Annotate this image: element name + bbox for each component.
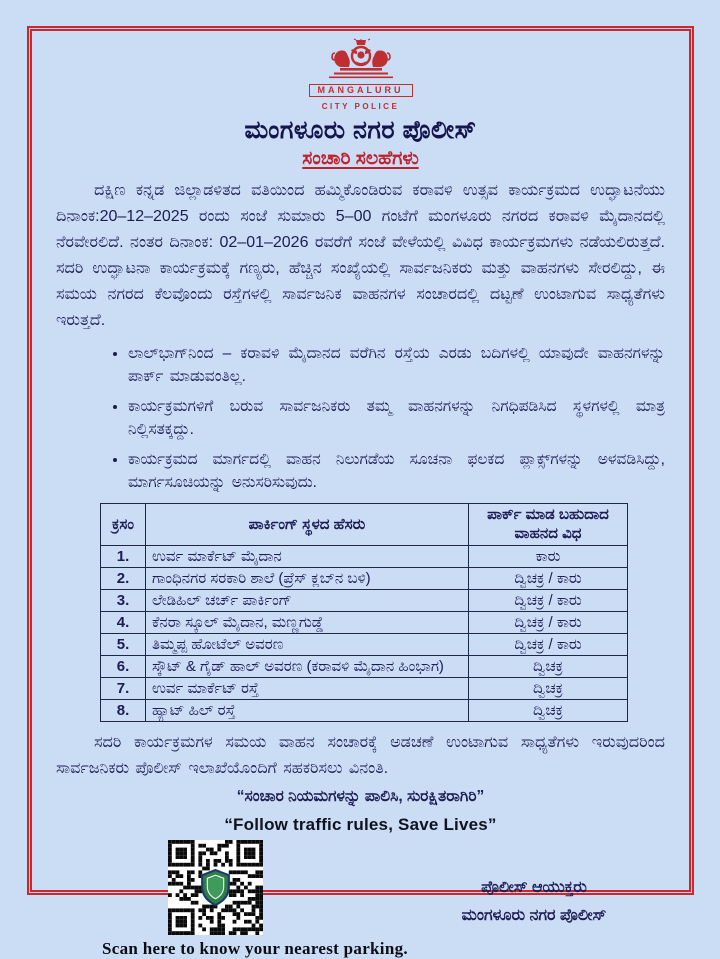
table-row	[101, 699, 628, 721]
table-cell-sl: 1.	[101, 545, 146, 567]
table-row	[101, 677, 628, 699]
table-cell-sl: 2.	[101, 567, 146, 589]
table-row	[101, 589, 628, 611]
table-cell-place: ಕೆನರಾ ಸ್ಕೂಲ್ ಮೈದಾನ, ಮಣ್ಣಗುಡ್ಡೆ	[146, 611, 469, 633]
table-cell-place: ತಿಮ್ಮಪ್ಪ ಹೋಟೆಲ್ ಅವರಣ	[146, 633, 469, 655]
closing-paragraph: ಸದರಿ ಕಾರ್ಯಕ್ರಮಗಳ ಸಮಯ ವಾಹನ ಸಂಚಾರಕ್ಕೆ ಅಡಚಣೆ ಉಂಟಾಗುವ ಸಾಧ್ಯತೆಗಳು ಇರುವುದರಿಂದ ಸಾರ್ವಜನಿಕರು ಪೊಲೀಸ್ ಇಲಾಖೆಯೊಂದಿಗೆ ಸಹಕರಿಸಲು ವಿನಂತಿ.	[56, 733, 665, 777]
table-cell-vehicle: ದ್ವಿಚಕ್ರ	[469, 699, 628, 721]
table-row	[101, 611, 628, 633]
org-name: MANGALURU	[309, 84, 413, 97]
signature-office: ಮಂಗಳೂರು ನಗರ ಪೊಲೀಸ್	[461, 907, 607, 925]
table-cell-sl: 3.	[101, 589, 146, 611]
table-cell-place: ಲೇಡಿಹಿಲ್ ಚರ್ಚ್ ಪಾರ್ಕಿಂಗ್	[146, 589, 469, 611]
table-cell-sl: 4.	[101, 611, 146, 633]
table-row	[101, 633, 628, 655]
advisory-bullet: • ಕಾರ್ಯಕ್ರಮದ ಮಾರ್ಗದಲ್ಲಿ ವಾಹನ ನಿಲುಗಡೆಯ ಸೂಚನಾ ಫಲಕದ ಪ್ಲಾಕ್ಸ್‌ಗಳನ್ನು ಅಳವಡಿಸಿದ್ದು, ಮಾರ್ಗಸೂಚಿಯನ್ನು ಅನುಸರಿಸುವುದು.	[128, 448, 665, 494]
parking-qr-code	[168, 840, 263, 935]
table-cell-sl: 8.	[101, 699, 146, 721]
table-cell-vehicle: ದ್ವಿಚಕ್ರ	[469, 655, 628, 677]
table-cell-place: ಉರ್ವ ಮಾರ್ಕೆಟ್ ಮೈದಾನ	[146, 545, 469, 567]
org-subname: CITY POLICE	[321, 102, 400, 111]
table-cell-sl: 6.	[101, 655, 146, 677]
table-cell-place: ಗಾಂಧಿನಗರ ಸರಕಾರಿ ಶಾಲೆ (ಪ್ರೆಸ್ ಕ್ಲಬ್‌ನ ಬಳಿ)	[146, 567, 469, 589]
table-header-row	[101, 503, 628, 545]
karnataka-state-emblem-icon	[309, 39, 413, 81]
police-shield-icon	[200, 869, 231, 906]
intro-paragraph: ದಕ್ಷಿಣ ಕನ್ನಡ ಜಿಲ್ಲಾಡಳಿತದ ವತಿಯಿಂದ ಹಮ್ಮಿಕೊಂಡಿರುವ ಕರಾವಳಿ ಉತ್ಸವ ಕಾರ್ಯಕ್ರಮದ ಉದ್ಘಾಟನೆಯು ದಿನಾಂಕ:20–12–2025 ರಂದು ಸಂಜೆ ಸುಮಾರು 5–00 ಗಂಟೆಗೆ ಮಂಗಳೂರು ನಗರದ ಕರಾವಳಿ ಮೈದಾನದಲ್ಲಿ ನೆರವೇರಲಿದೆ. ನಂತರ ದಿನಾಂಕ: 02–01–2026 ರವರೆಗೆ ಸಂಜೆ ವೇಳೆಯಲ್ಲಿ ವಿವಿಧ ಕಾರ್ಯಕ್ರಮಗಳು ನಡೆಯಲಿರುತ್ತದೆ. ಸದರಿ ಉದ್ಘಾಟನಾ ಕಾರ್ಯಕ್ರಮಕ್ಕೆ ಗಣ್ಯರು, ಹೆಚ್ಚಿನ ಸಂಖ್ಯೆಯಲ್ಲಿ ಸಾರ್ವಜನಿಕರು ಮತ್ತು ವಾಹನಗಳು ಸೇರಲಿದ್ದು, ಈ ಸಮಯ ನಗರದ ಕೆಲವೊಂದು ರಸ್ತೆಗಳಲ್ಲಿ ಸಾರ್ವಜನಿಕ ವಾಹನಗಳ ಸಂಚಾರದಲ್ಲಿ ದಟ್ಟಣೆ ಉಂಟಾಗುವ ಸಾಧ್ಯತೆಗಳು ಇರುತ್ತದೆ.	[56, 181, 665, 329]
table-row	[101, 545, 628, 567]
parking-table	[100, 503, 628, 722]
advisory-bullet-list	[56, 342, 665, 494]
page-subtitle: ಸಂಚಾರಿ ಸಲಹೆಗಳು	[302, 147, 419, 169]
table-cell-sl: 5.	[101, 633, 146, 655]
signature-designation: ಪೊಲೀಸ್ ಆಯುಕ್ತರು	[481, 879, 587, 897]
table-cell-sl: 7.	[101, 677, 146, 699]
police-emblem	[56, 39, 665, 113]
page-title: ಮಂಗಳೂರು ನಗರ ಪೊಲೀಸ್	[244, 116, 477, 144]
col-header-place: ಪಾರ್ಕಿಂಗ್ ಸ್ಥಳದ ಹೆಸರು	[146, 503, 469, 545]
document-red-frame	[27, 26, 694, 959]
col-header-vehicle: ಪಾರ್ಕ್ ಮಾಡ ಬಹುದಾದ ವಾಹನದ ವಿಧ	[469, 503, 628, 545]
advisory-bullet: • ಲಾಲ್‌ಭಾಗ್‌ನಿಂದ – ಕರಾವಳಿ ಮೈದಾನದ ವರೆಗಿನ ರಸ್ತೆಯ ಎರಡು ಬದಿಗಳಲ್ಲಿ ಯಾವುದೇ ವಾಹನಗಳನ್ನು ಪಾರ್ಕ್ ಮಾಡುವಂತಿಲ್ಲ.	[128, 342, 665, 388]
table-cell-vehicle: ದ್ವಿಚಕ್ರ / ಕಾರು	[469, 589, 628, 611]
kannada-slogan: “ಸಂಚಾರ ನಿಯಮಗಳನ್ನು ಪಾಲಿಸಿ, ಸುರಕ್ಷಿತರಾಗಿರಿ”	[236, 787, 485, 805]
table-cell-vehicle: ದ್ವಿಚಕ್ರ / ಕಾರು	[469, 633, 628, 655]
table-cell-place: ಸ್ಕೌಟ್ & ಗೈಡ್ ಹಾಲ್ ಅವರಣ (ಕರಾವಳಿ ಮೈದಾನ ಹಿಂಭಾಗ)	[146, 655, 469, 677]
qr-caption: Scan here to know your nearest parking.	[102, 939, 408, 959]
col-header-serial: ಕ್ರಸಂ	[101, 503, 146, 545]
table-cell-vehicle: ದ್ವಿಚಕ್ರ / ಕಾರು	[469, 567, 628, 589]
table-cell-place: ಉರ್ವ ಮಾರ್ಕೆಟ್ ರಸ್ತೆ	[146, 677, 469, 699]
table-row	[101, 567, 628, 589]
english-slogan: “Follow traffic rules, Save Lives”	[224, 814, 497, 834]
advisory-bullet: • ಕಾರ್ಯಕ್ರಮಗಳಿಗೆ ಬರುವ ಸಾರ್ವಜನಿಕರು ತಮ್ಮ ವಾಹನಗಳನ್ನು ನಿಗಧಿಪಡಿಸಿದ ಸ್ಥಳಗಳಲ್ಲಿ ಮಾತ್ರ ನಿಲ್ಲಿಸತಕ್ಕದ್ದು.	[128, 395, 665, 441]
footer-row	[56, 840, 665, 937]
table-cell-vehicle: ದ್ವಿಚಕ್ರ / ಕಾರು	[469, 611, 628, 633]
table-cell-vehicle: ದ್ವಿಚಕ್ರ	[469, 677, 628, 699]
table-cell-place: ಹ್ಯಾಟ್ ಹಿಲ್ ರಸ್ತೆ	[146, 699, 469, 721]
signature-block	[374, 874, 694, 930]
table-cell-vehicle: ಕಾರು	[469, 545, 628, 567]
table-row	[101, 655, 628, 677]
